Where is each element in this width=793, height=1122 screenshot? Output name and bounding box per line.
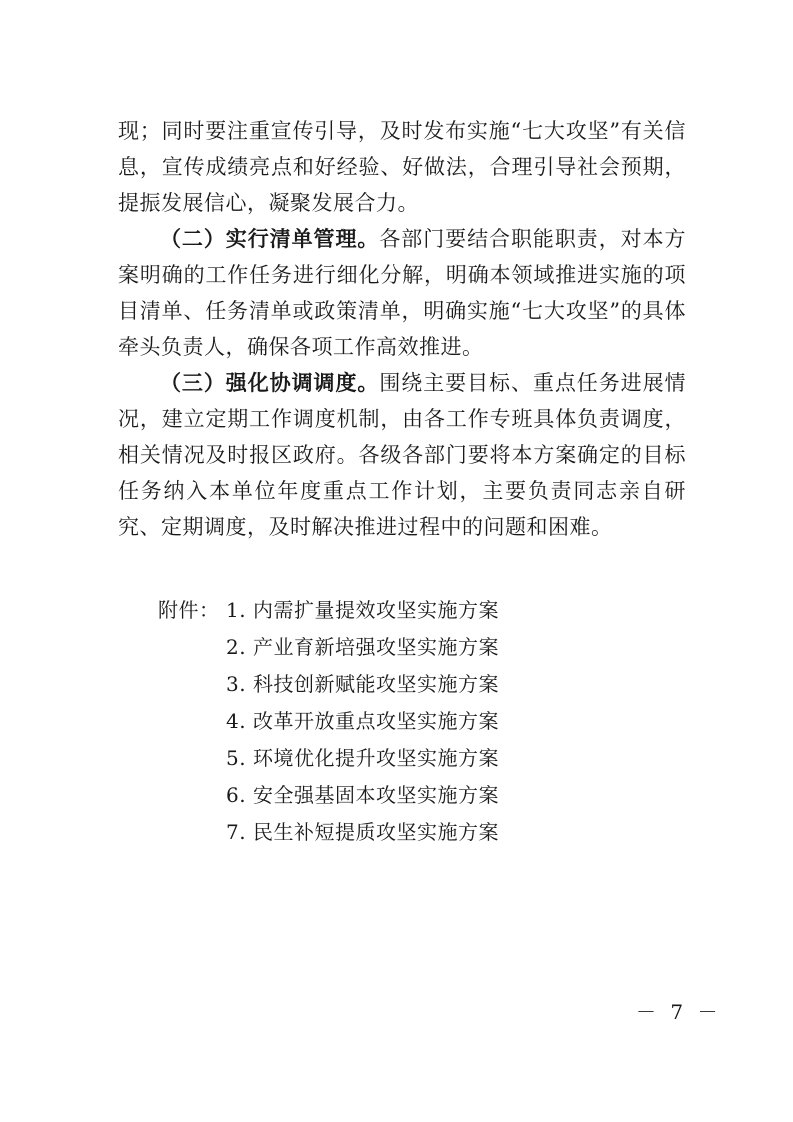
- attachment-row: [158, 592, 499, 629]
- attachment-row: [158, 740, 499, 777]
- paragraph-coordination: [118, 365, 686, 545]
- attachment-item: 3. 科技创新赋能攻坚实施方案: [226, 672, 499, 696]
- attachment-row: [158, 777, 499, 814]
- attachment-row: [158, 629, 499, 666]
- attachment-item: 2. 产业育新培强攻坚实施方案: [226, 635, 499, 659]
- attachment-item: 5. 环境优化提升攻坚实施方案: [226, 746, 499, 770]
- attachment-item: 4. 改革开放重点攻坚实施方案: [226, 709, 499, 733]
- paragraph-checklist-management: [118, 221, 686, 365]
- section-body-3: 围绕主要目标、重点任务进展情况，建立定期工作调度机制，由各工作专班具体负责调度，相关情况及时报区政府。各级各部门要将本方案确定的目标任务纳入本单位年度重点工作计划，主要负责同志亲自研究、定期调度，及时解决推进过程中的问题和困难。: [118, 371, 687, 539]
- attachment-item: 7. 民生补短提质攻坚实施方案: [226, 820, 499, 844]
- attachment-item: 6. 安全强基固本攻坚实施方案: [226, 783, 499, 807]
- page-number: － 7 －: [636, 1000, 722, 1024]
- section-heading-2: （二）实行清单管理。: [160, 226, 380, 251]
- section-body-2: 各部门要结合职能职责，对本方案明确的工作任务进行细化分解，明确本领域推进实施的项目清单、任务清单或政策清单，明确实施“七大攻坚”的具体牵头负责人，确保各项工作高效推进。: [118, 227, 687, 359]
- paragraph-continuation: 现；同时要注重宣传引导，及时发布实施“七大攻坚”有关信息，宣传成绩亮点和好经验、好做法，合理引导社会预期，提振发展信心，凝聚发展合力。: [118, 119, 686, 215]
- section-heading-3: （三）强化协调调度。: [160, 370, 380, 395]
- body-text: [118, 113, 686, 545]
- attachment-row: [158, 814, 499, 851]
- attachment-row: [158, 703, 499, 740]
- attachment-list: [158, 592, 499, 851]
- attachment-row: [158, 666, 499, 703]
- attachment-item: 1. 内需扩量提效攻坚实施方案: [226, 598, 499, 622]
- attachment-label: 附件：: [158, 598, 220, 622]
